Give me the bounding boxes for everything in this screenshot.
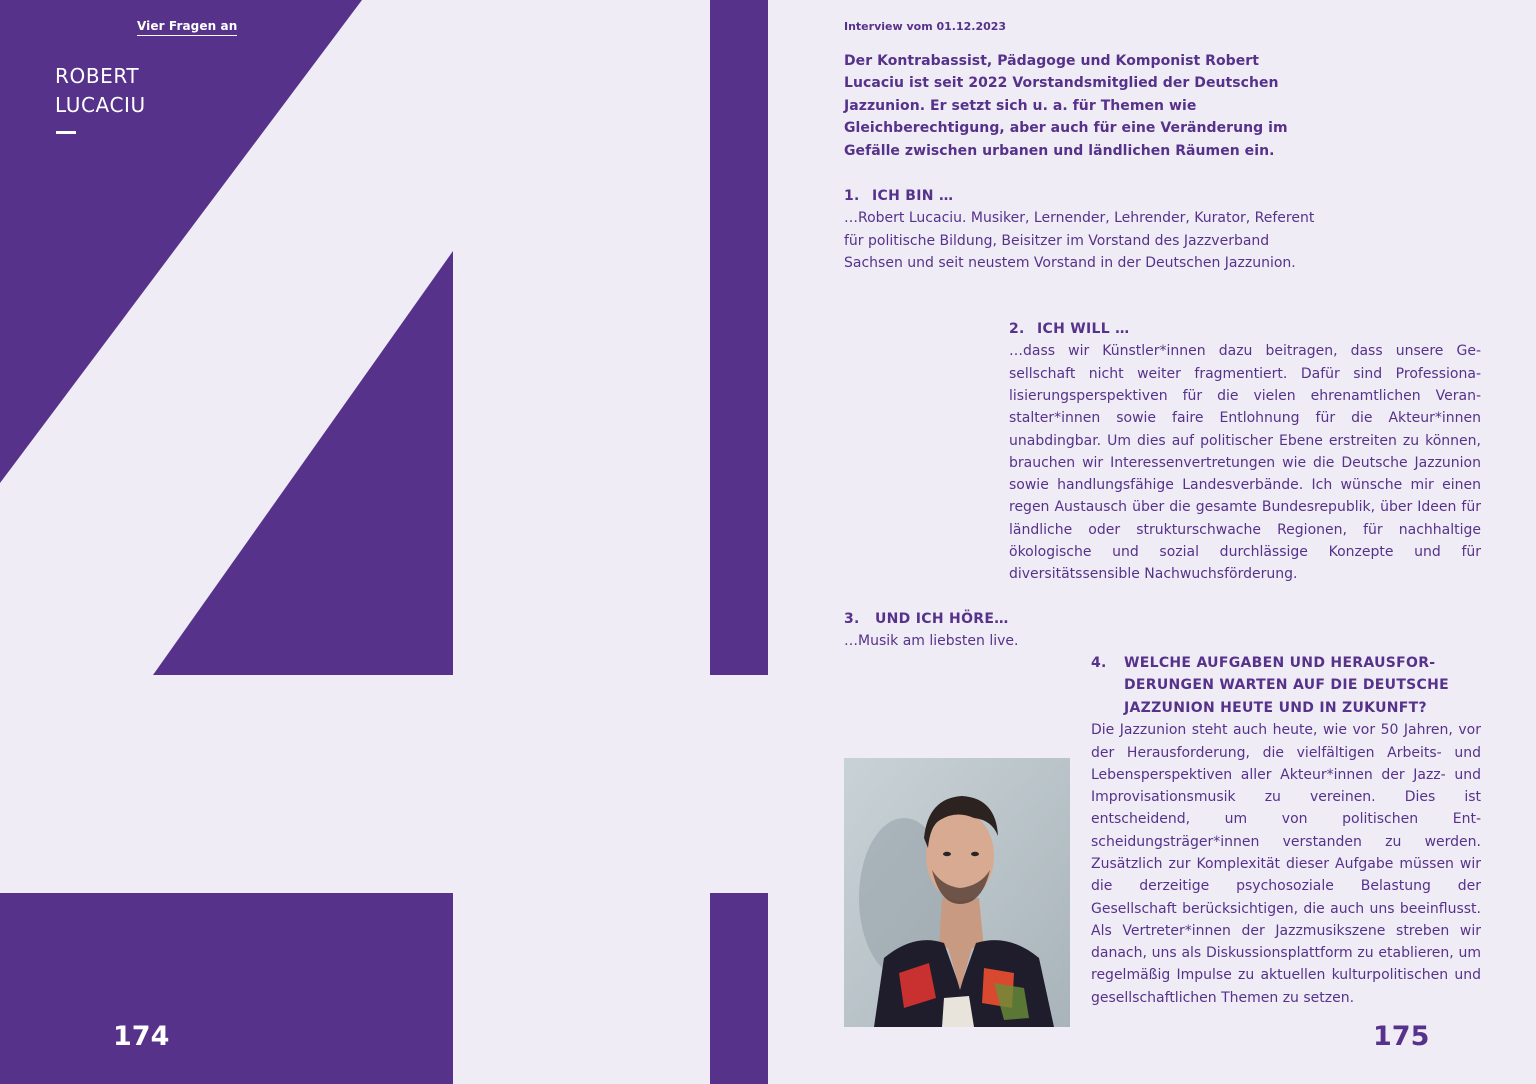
page-number-left: 174 xyxy=(113,1021,170,1052)
numeral-bottom-left-block xyxy=(0,893,453,1084)
answer-text: …Musik am liebsten live. xyxy=(844,633,1019,650)
page-number-right: 175 xyxy=(1373,1021,1430,1052)
portrait-photo xyxy=(844,758,1070,1027)
question-title: UND ICH HÖRE… xyxy=(875,611,1009,627)
person-name xyxy=(55,62,146,120)
answer-text: Die Jazzunion steht auch heute, wie vor 50 Jahren, vor der Herausforderung, die vielfältigen Arbeits- und Lebensperspektiven aller Akteur*innen der Jazz- und Improvisationsmusik zu vereinen. Dies ist entscheidend, um von politischen Entscheidungsträger*innen verstanden zu werden. Zusätzlich zur Komplexität dieser Aufgabe müssen wir die derzeitige psychosoziale Belastung der Gesellschaft berücksichtigen, die auch uns beeinflusst. Als Vertreter*innen der Jazzmusikszene streben wir danach, uns als Diskussionsplattform zu etablieren, um regelmäßig Impulse zu aktuellen kulturpolitischen und gesellschaftlichen Themen zu setzen. xyxy=(1091,722,1481,1006)
question-number: 4. xyxy=(1091,655,1107,671)
question-block-3 xyxy=(844,608,1084,653)
name-dash-divider xyxy=(56,131,76,134)
person-name-line1: ROBERT xyxy=(55,64,140,88)
question-number: 3. xyxy=(844,611,860,627)
numeral-inner-triangle xyxy=(153,251,453,675)
question-number: 1. xyxy=(844,188,860,204)
question-heading xyxy=(1091,652,1481,719)
question-block-4 xyxy=(1091,652,1481,1009)
portrait-illustration xyxy=(844,758,1070,1027)
question-title: ICH BIN … xyxy=(872,188,954,204)
question-heading xyxy=(844,185,1320,207)
question-block-1 xyxy=(844,185,1320,274)
intro-paragraph: Der Kontrabassist, Pädagoge und Komponist Robert Lucaciu ist seit 2022 Vorstandsmitglied der Deutschen Jazzunion. Er setzt sich u. a. für Themen wie Gleichberechtigung, aber auch für eine Veränderung im Gefälle zwischen urbanen und ländlichen Räumen ein. xyxy=(844,53,1288,159)
numeral-stem-upper xyxy=(710,0,768,675)
answer-text: …dass wir Künstler*innen dazu beitragen, dass unsere Gesellschaft nicht weiter fragmentiert. Dafür sind Professionalisierungsperspektiven für die vielen ehrenamtlichen Veranstalter*innen sowie faire Entlohnung für die Akteur*innen unabdingbar. Um dies auf politischer Ebene erstreiten zu können, brauchen wir Interessenvertretungen wie die Deutsche Jazzunion sowie handlungsfähige Landesverbände. Ich wünsche mir einen regen Austausch über die gesamte Bundesrepublik, über Ideen für ländliche oder strukturschwache Regionen, für nachhaltige ökologische und sozial durchlässige Konzepte und für diversitätssensible Nachwuchsförderung. xyxy=(1009,343,1481,583)
question-title: ICH WILL … xyxy=(1037,321,1130,337)
question-number: 2. xyxy=(1009,321,1025,337)
question-heading xyxy=(844,608,1084,630)
series-label: Vier Fragen an xyxy=(137,19,237,36)
numeral-stem-lower xyxy=(710,893,768,1084)
answer-text: …Robert Lucaciu. Musiker, Lernender, Lehrender, Kurator, Referent für politische Bildung, Beisitzer im Vorstand des Jazzverband Sachsen und seit neustem Vorstand in der Deutschen Jazzunion. xyxy=(844,210,1315,271)
person-name-line2: LUCACIU xyxy=(55,93,146,117)
interview-date: Interview vom 01.12.2023 xyxy=(844,20,1007,33)
question-heading xyxy=(1009,318,1481,340)
question-title: WELCHE AUFGABEN UND HERAUSFORDERUNGEN WARTEN AUF DIE DEUTSCHE JAZZUNION HEUTE UND IN ZUKUNFT? xyxy=(1124,655,1450,716)
question-block-2 xyxy=(1009,318,1481,586)
